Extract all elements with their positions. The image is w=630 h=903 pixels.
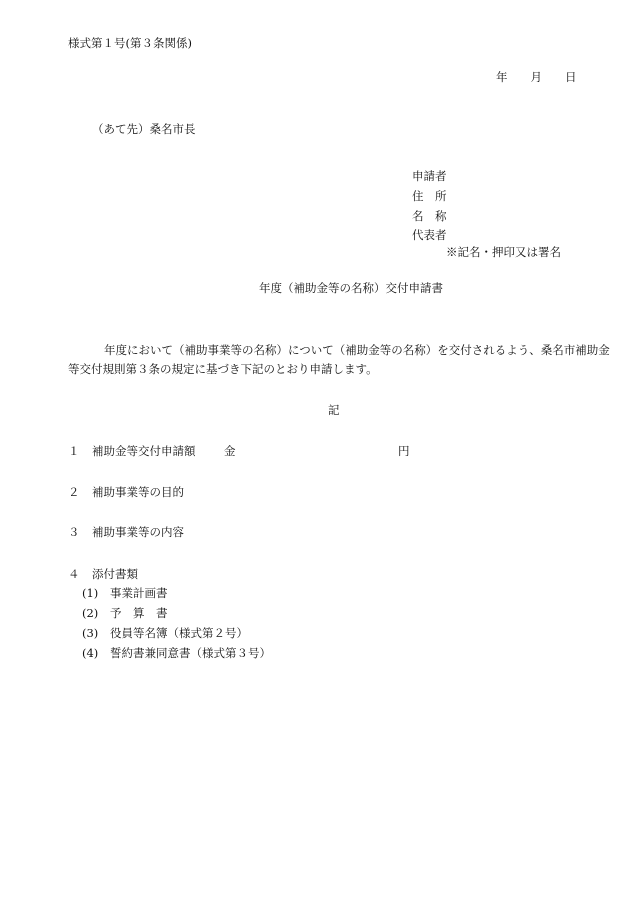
applicant-label: 申請者 <box>412 169 447 183</box>
body-line-1: 年度において（補助事業等の名称）について（補助金等の名称）を交付されるよう、桑名市補助金 <box>104 343 610 357</box>
form-number: 様式第１号(第３条関係) <box>68 36 192 50</box>
item-1-number: １ <box>68 444 80 458</box>
item-3-label: 補助事業等の内容 <box>92 525 184 539</box>
ki-heading: 記 <box>328 403 340 417</box>
item-1-amount-prefix: 金 <box>224 444 236 458</box>
attachment-2-number: (2) <box>82 606 99 620</box>
attachment-3-number: (3) <box>82 626 99 640</box>
date-line: 年 月 日 <box>496 70 577 84</box>
item-3-number: ３ <box>68 525 80 539</box>
attachment-3-label: 役員等名簿（様式第２号） <box>110 626 248 640</box>
item-4-label: 添付書類 <box>92 567 138 581</box>
signature-note: ※記名・押印又は署名 <box>446 245 561 259</box>
body-line-2: 等交付規則第３条の規定に基づき下記のとおり申請します。 <box>68 362 378 376</box>
applicant-representative-label: 代表者 <box>412 228 447 242</box>
item-1-amount-suffix: 円 <box>398 444 410 458</box>
item-2-number: ２ <box>68 485 80 499</box>
applicant-name-label: 名 称 <box>412 209 447 223</box>
applicant-address-label: 住 所 <box>412 189 447 203</box>
attachment-4-label: 誓約書兼同意書（様式第３号） <box>110 646 271 660</box>
document-title: 年度（補助金等の名称）交付申請書 <box>259 281 443 295</box>
item-1-label: 補助金等交付申請額 <box>92 444 196 458</box>
item-2-label: 補助事業等の目的 <box>92 485 184 499</box>
attachment-4-number: (4) <box>82 646 99 660</box>
attachment-1-label: 事業計画書 <box>110 586 168 600</box>
attachment-2-label: 予 算 書 <box>110 606 168 620</box>
item-4-number: ４ <box>68 567 80 581</box>
attachment-1-number: (1) <box>82 586 99 600</box>
addressee: （あて先）桑名市長 <box>92 122 196 136</box>
